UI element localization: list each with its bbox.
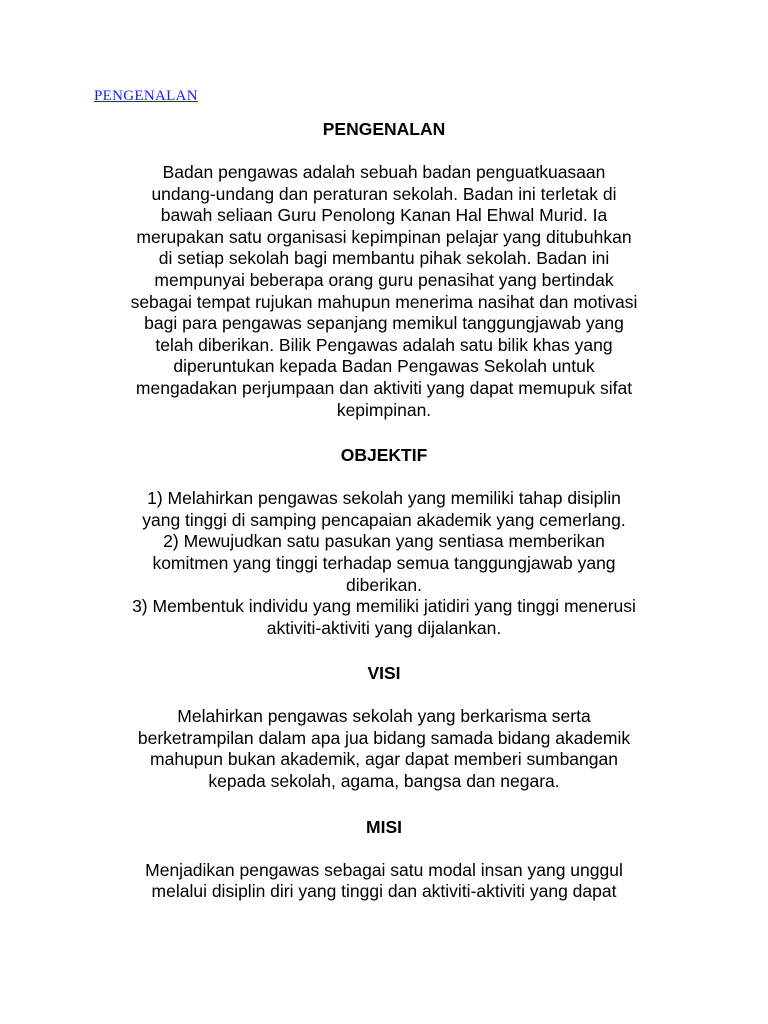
text-line: kepada sekolah, agama, bangsa dan negara. bbox=[208, 771, 560, 792]
text-line: telah diberikan. Bilik Pengawas adalah satu bilik khas yang bbox=[155, 334, 613, 355]
text-line: komitmen yang tinggi terhadap semua tanggungjawab yang bbox=[152, 552, 616, 573]
text-line: 3) Membentuk individu yang memiliki jatidiri yang tinggi menerusi bbox=[132, 596, 636, 617]
section-visi bbox=[84, 662, 684, 815]
text-line: mahupun bukan akademik, agar dapat memberi sumbangan bbox=[150, 749, 618, 770]
objektif-paragraph bbox=[84, 488, 684, 639]
text-line: yang tinggi di samping pencapaian akademik yang cemerlang. bbox=[142, 509, 626, 530]
misi-paragraph bbox=[84, 860, 684, 903]
pengenalan-paragraph bbox=[84, 162, 684, 421]
document-body bbox=[84, 118, 684, 903]
text-line: 2) Mewujudkan satu pasukan yang sentiasa memberikan bbox=[163, 531, 605, 552]
text-line: sebagai tempat rujukan mahupun menerima nasihat dan motivasi bbox=[130, 291, 638, 312]
text-line: melalui disiplin diri yang tinggi dan aktiviti-aktiviti yang dapat bbox=[151, 881, 617, 902]
section-heading-visi: VISI bbox=[367, 663, 401, 684]
text-line: kepimpinan. bbox=[336, 399, 432, 420]
section-misi bbox=[84, 816, 684, 903]
section-heading-misi: MISI bbox=[366, 816, 402, 837]
section-heading-objektif: OBJEKTIF bbox=[340, 445, 428, 466]
text-line: di setiap sekolah bagi membantu pihak sekolah. Badan ini bbox=[158, 248, 610, 269]
text-line: 1) Melahirkan pengawas sekolah yang memiliki tahap disiplin bbox=[147, 488, 621, 509]
text-line: mengadakan perjumpaan dan aktiviti yang dapat memupuk sifat bbox=[135, 377, 633, 398]
text-line: Badan pengawas adalah sebuah badan penguatkuasaan bbox=[162, 162, 606, 182]
text-line: aktiviti-aktiviti yang dijalankan. bbox=[266, 617, 502, 638]
text-line: undang-undang dan peraturan sekolah. Badan ini terletak di bbox=[151, 183, 617, 204]
text-line: mempunyai beberapa orang guru penasihat yang bertindak bbox=[154, 269, 614, 290]
text-line: diperuntukan kepada Badan Pengawas Sekolah untuk bbox=[173, 356, 595, 377]
text-line: diberikan. bbox=[346, 574, 422, 595]
text-line: berketrampilan dalam apa jua bidang samada bidang akademik bbox=[137, 727, 631, 748]
section-pengenalan bbox=[84, 118, 684, 444]
visi-paragraph bbox=[84, 706, 684, 792]
text-line: Menjadikan pengawas sebagai satu modal insan yang unggul bbox=[145, 859, 623, 880]
section-objektif bbox=[84, 444, 684, 662]
text-line: merupakan satu organisasi kepimpinan pelajar yang ditubuhkan bbox=[136, 226, 632, 247]
text-line: Melahirkan pengawas sekolah yang berkarisma serta bbox=[177, 706, 591, 727]
text-line: bagi para pengawas sepanjang memikul tanggungjawab yang bbox=[144, 313, 624, 334]
pengenalan-link[interactable]: PENGENALAN bbox=[94, 88, 198, 104]
text-line: bawah seliaan Guru Penolong Kanan Hal Ehwal Murid. Ia bbox=[160, 205, 608, 226]
section-heading-pengenalan: PENGENALAN bbox=[322, 119, 446, 139]
